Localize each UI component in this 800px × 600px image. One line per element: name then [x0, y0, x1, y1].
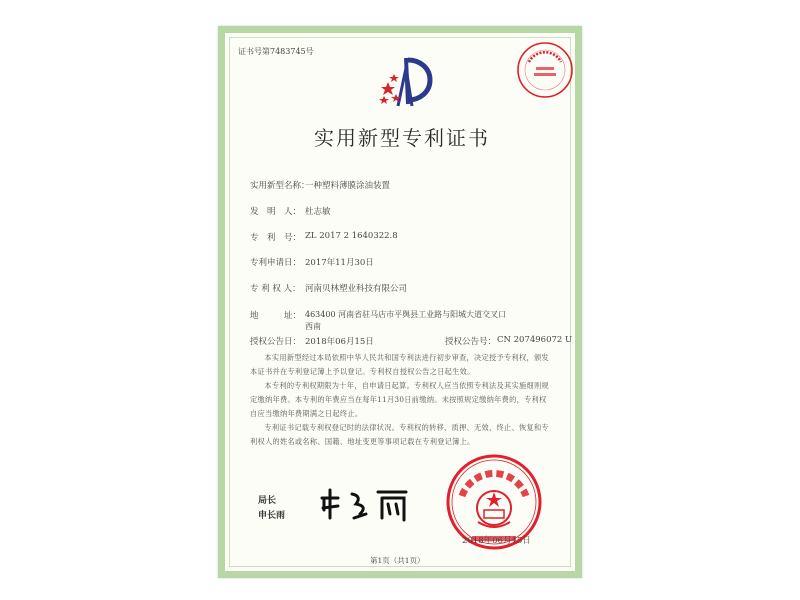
announce-date-label: 授权公告日： — [250, 337, 302, 347]
field-value-name: 一种塑料薄膜涂油装置 — [305, 181, 391, 191]
director-name: 申长雨 — [258, 511, 286, 521]
field-label-patent-no: 专 利 号： — [250, 233, 302, 243]
field-label-inventor: 发 明 人： — [250, 207, 302, 217]
field-label-patentee: 专 利 权 人： — [250, 284, 301, 294]
announce-no-value: CN 207496072 U — [497, 335, 573, 345]
paragraph-term: 本专利的专利权期限为十年，自申请日起算。专利权人应当依照专利法及其实施细则规定缴纳年费。本专利的年费应当在每年11月30日前缴纳。未按照规定缴纳年费的，专利权自应当缴纳年费期满之日起终止。 — [250, 381, 549, 418]
patent-office-logo-icon — [376, 54, 438, 110]
paragraph-grant: 本实用新型经过本局依照中华人民共和国专利法进行初步审查，决定授予专利权，颁发本证书并在专利登记簿上予以登记。专利权自授权公告之日起生效。 — [250, 353, 549, 376]
page-footer: 第1页（共1页） — [370, 556, 425, 565]
announce-date-value: 2018年06月15日 — [305, 337, 374, 347]
certificate-body — [250, 351, 550, 449]
certificate-number: 证书号第7483745号 — [238, 47, 314, 56]
paragraph-records: 专利证书记载专利权登记时的法律状况。专利权的转移、质押、无效、终止、恢复和专利权人的姓名或名称、国籍、地址变更等事项记载在专利登记簿上。 — [250, 423, 549, 446]
field-label-address: 地 址： — [250, 311, 302, 321]
field-label-name: 实用新型名称： — [250, 181, 310, 191]
field-value-inventor: 杜志敏 — [305, 207, 331, 217]
field-value-patentee: 河南贝林塑业科技有限公司 — [305, 284, 408, 294]
director-signature-icon — [318, 484, 414, 528]
signed-date: 2018年06月15日 — [462, 536, 531, 546]
field-label-filing-date: 专利申请日： — [250, 258, 302, 268]
field-value-patent-no: ZL 2017 2 1640322.8 — [305, 231, 398, 241]
field-value-address: 463400 河南省驻马店市平舆县工业路与阳城大道交叉口 — [305, 310, 507, 319]
certificate-title: 实用新型专利证书 — [314, 126, 490, 150]
director-title: 局长 — [258, 496, 277, 506]
field-value-address-line2: 西南 — [305, 322, 321, 331]
field-value-filing-date: 2017年11月30日 — [305, 258, 374, 268]
agency-seal-icon — [515, 40, 575, 100]
announce-no-label: 授权公告号： — [445, 337, 497, 347]
